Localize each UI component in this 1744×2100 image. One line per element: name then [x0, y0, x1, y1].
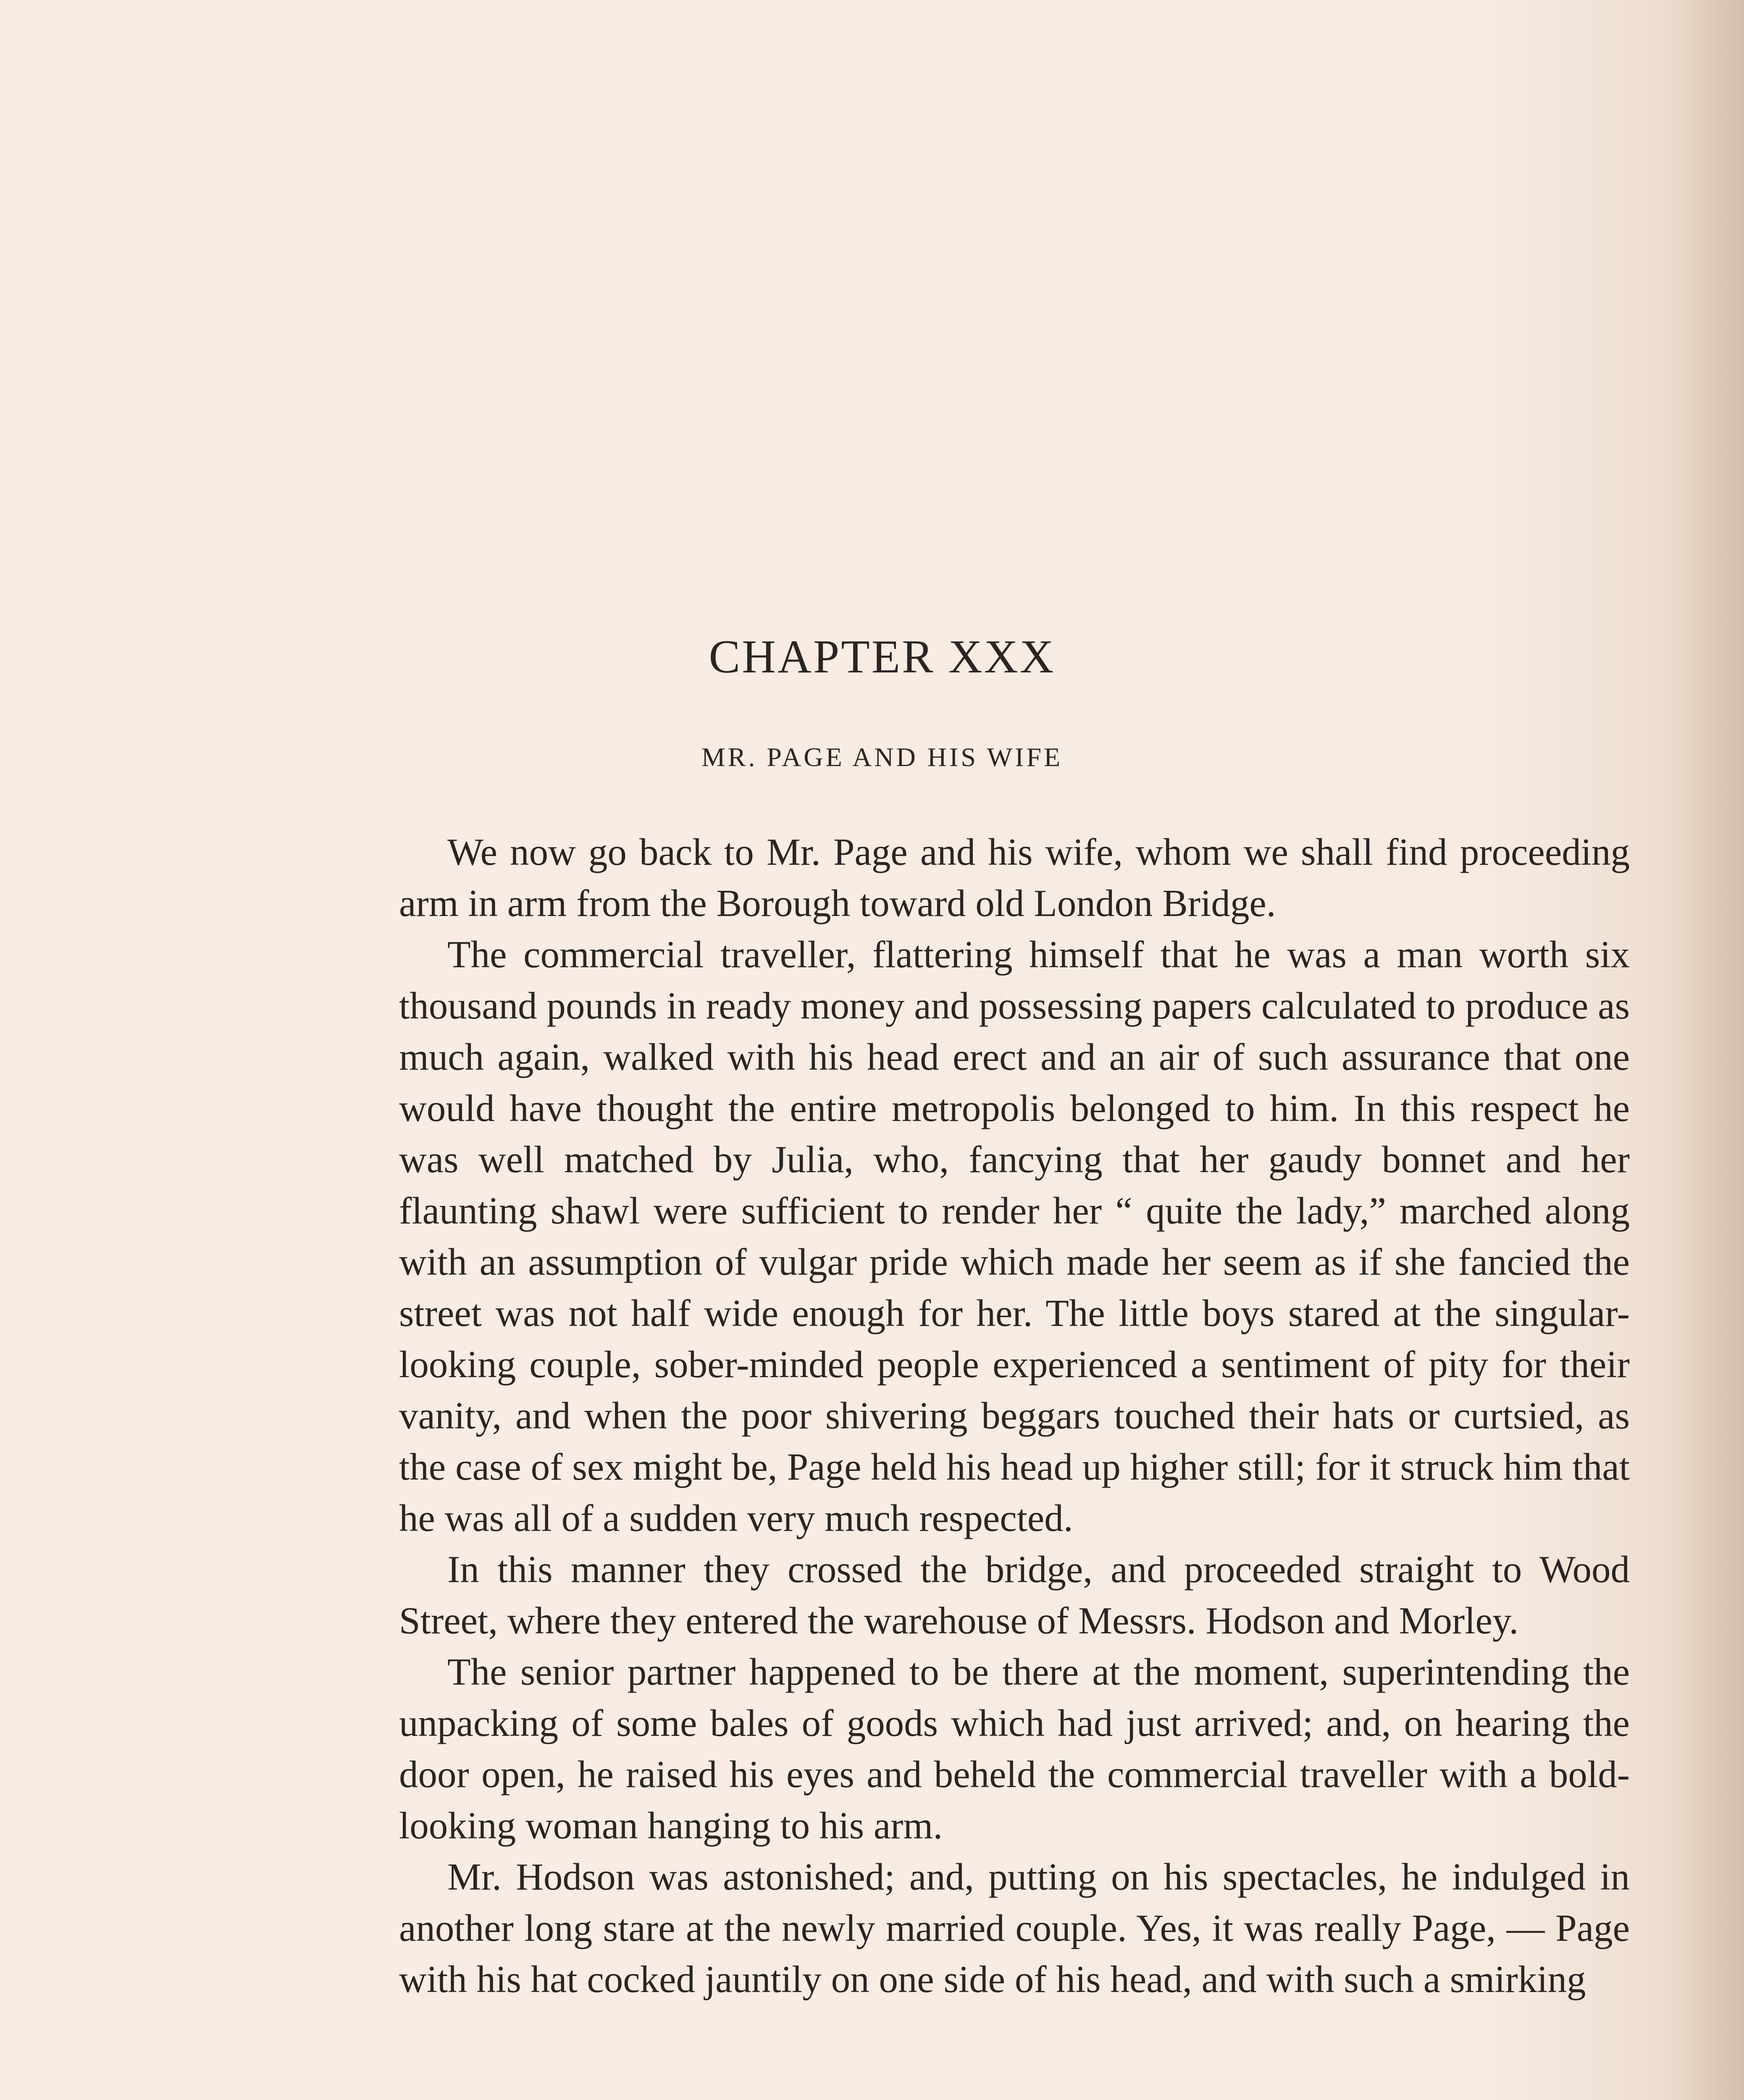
- chapter-heading: CHAPTER XXX: [709, 631, 1056, 683]
- paragraph: The commercial traveller, flattering himself that he was a man worth six thousand pounds in ready money and possessing papers calculated to produce as much again, walked with his head erect and an air of such assurance that one would have thought the entire metropolis belonged to him. In this respect he was well matched by Julia, who, fancying that her gaudy bonnet and her flaunting shawl were sufficient to render her “ quite the lady,” marched along with an assumption of vulgar pride which made her seem as if she fancied the street was not half wide enough for her. The little boys stared at the singular-looking couple, sober-minded people experienced a sentiment of pity for their vanity, and when the poor shivering beggars touched their hats or curtsied, as the case of sex might be, Page held his head up higher still; for it struck him that he was all of a sudden very much respected.: [399, 933, 1630, 1539]
- chapter-body: [399, 827, 1630, 2005]
- paragraph: We now go back to Mr. Page and his wife, whom we shall find proceeding arm in arm from the Borough toward old London Bridge.: [399, 831, 1630, 924]
- chapter-subtitle: MR. PAGE AND HIS WIFE: [701, 742, 1063, 772]
- paragraph: Mr. Hodson was astonished; and, putting on his spectacles, he indulged in another long stare at the newly married couple. Yes, it was really Page, — Page with his hat cocked jauntily on one side of his head, and with such a smirking: [399, 1856, 1630, 2000]
- paragraph: In this manner they crossed the bridge, and proceeded straight to Wood Street, where they entered the warehouse of Messrs. Hodson and Morley.: [399, 1548, 1630, 1642]
- paragraph: The senior partner happened to be there at the moment, superintending the unpacking of some bales of goods which had just arrived; and, on hearing the door open, he raised his eyes and beheld the commercial traveller with a bold-looking woman hanging to his arm.: [399, 1651, 1630, 1847]
- page-edge-shadow: [1677, 0, 1744, 2100]
